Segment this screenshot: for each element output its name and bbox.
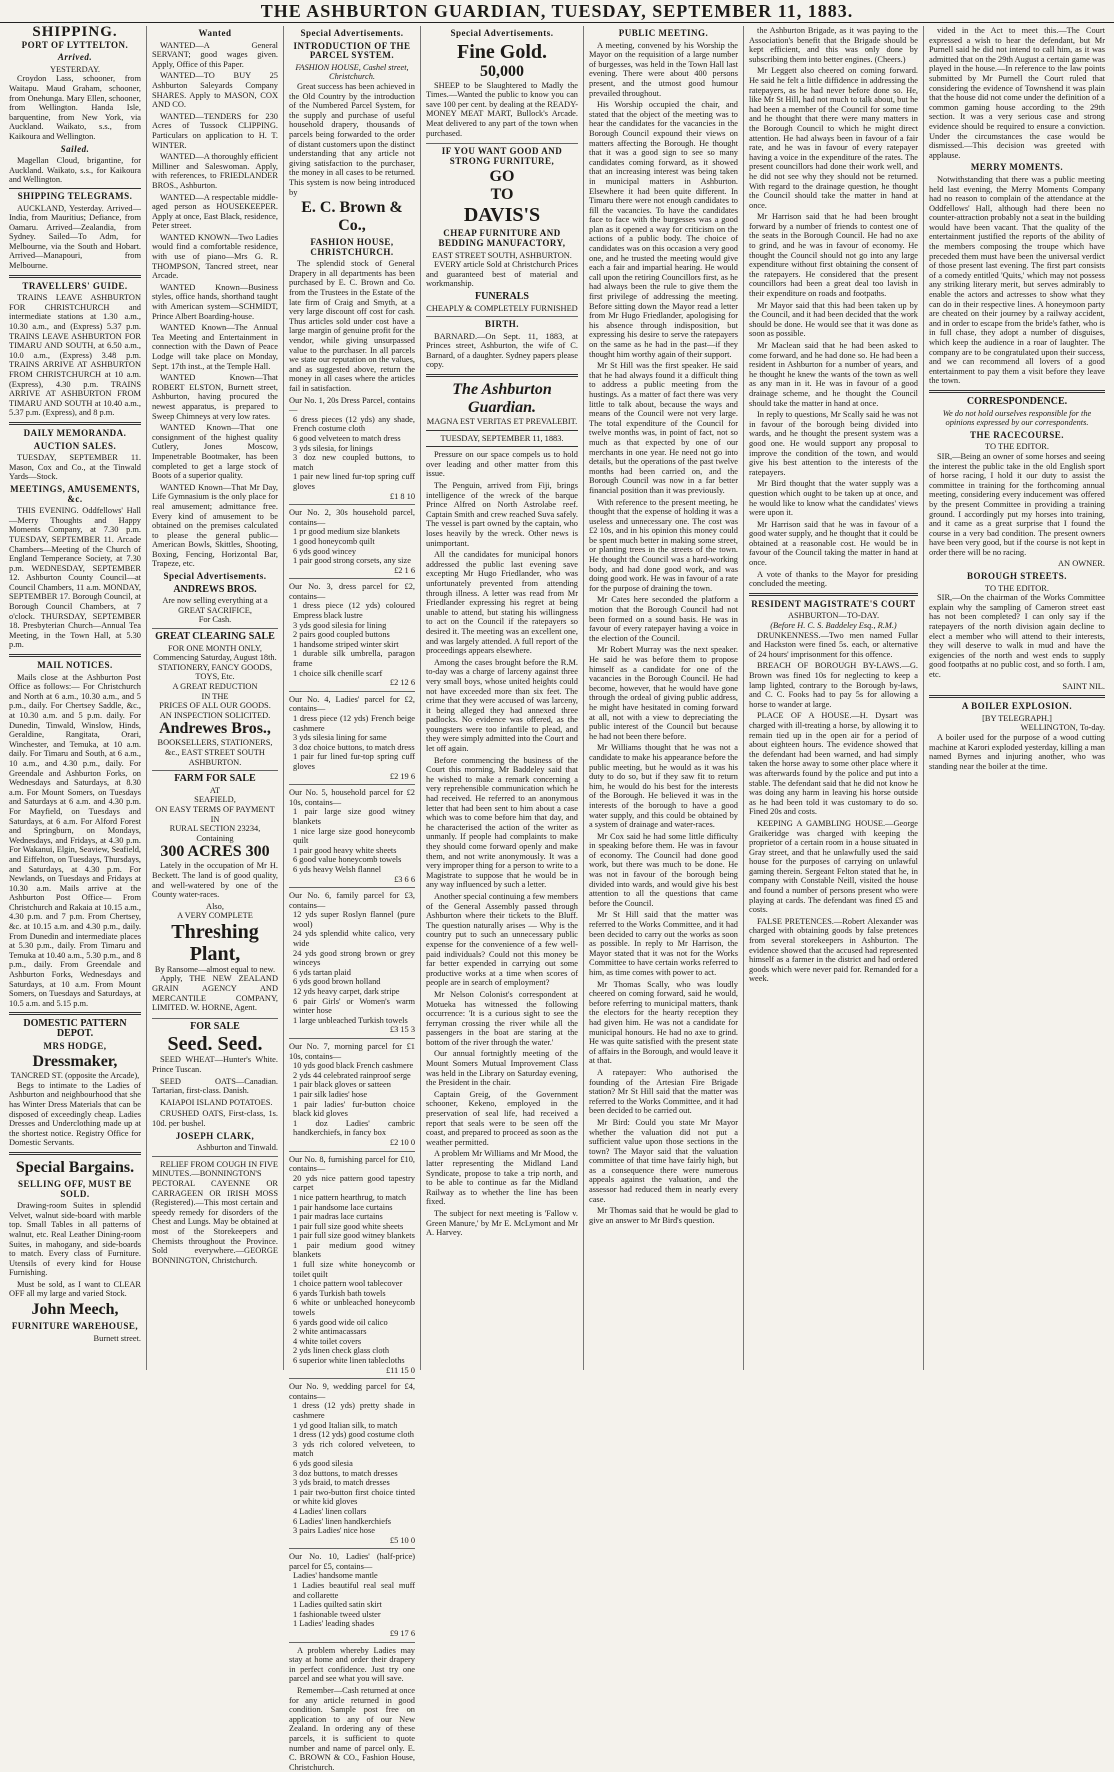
parcel-item: 1 durable silk umbrella, paragon frame: [293, 649, 415, 669]
meetings-heading: MEETINGS, AMUSEMENTS, &c.: [10, 483, 140, 504]
birth-heading: BIRTH.: [485, 319, 519, 330]
parcel-item: 1 large unbleached Turkish towels: [293, 1015, 408, 1025]
parcel-item: 1 pair large size good witney blankets: [293, 807, 415, 826]
clearing-line: IN THE: [201, 691, 229, 701]
parcel-item: 6 yards Turkish bath towels: [293, 1288, 386, 1298]
clearing-line: FOR ONE MONTH ONLY,: [168, 643, 262, 653]
report-paragraph: Mr Williams thought that he was not a candidate to make his appearance before the public meeting, but he would as it was his duty to do so, but if they saw fit to return him, he would do his best for the interests of the Borough. He believed it was in the interests of the borough to have a good water supply, and this could be obtained by a system of drainage and water-races.: [589, 743, 738, 830]
parcel-item: 3 pairs Ladies' nice hose: [293, 1526, 375, 1536]
brown-text: The splendid stock of General Drapery in all departments has been purchased by E. C. Brown and Co. from the Trustees in the Estate of the late firm of Craig and Smyth, at a very large discount off cost for cash. Thus articles sold under cost have a large margin of genuine profit for the vendor, while giving unsurpassed value to the purchaser. In all parcels we state our reputation on the values, and as suggested above, return the money in all cases where the articles fail in satisfaction.: [289, 259, 415, 393]
editorial-paragraph: Pressure on our space compels us to hold over leading and other matter from this issue.: [426, 450, 578, 479]
parcel-item: 1 pr good medium size blankets: [293, 527, 400, 537]
andrewes-name: Andrewes Bros.,: [159, 720, 271, 738]
parcel-item: 1 doz Ladies' cambric handkerchiefs, in fancy box: [293, 1118, 415, 1138]
meech-address: Burnett street.: [93, 1333, 141, 1343]
dateline: TUESDAY, SEPTEMBER 11, 1883.: [440, 433, 564, 443]
bargains-text: Drawing-room Suites in splendid Velvet, walnut side-board with marble top. Small Tables in all patterns of walnut, etc. Real Leather Dining-room Suites, in mahogany, and side-boards to match. Every class of Furniture. Utensils of every kind for House Furnishing.: [9, 1201, 141, 1278]
gold-number: 50,000: [480, 62, 524, 80]
report-paragraph: Mr Harrison said that he had been brought forward by a number of friends to contest one of the seats in the Borough Council. He had no axe to grind, and he was in favour of economy. He thought the Council should not go into any large expenditure without first obtaining the consent of the ratepayers. He considered that the present councillors had been a great deal too lavish in their expenditure on roads and footpaths.: [749, 212, 918, 299]
parcel-title: Our No. 9, wedding parcel for £4, contains—: [289, 1382, 415, 1401]
gold-text: SHEEP to be Slaughtered to Madly the Times.—Wanted the public to know you can save 100 per cent. by dealing at the READY-MONEY MEAT MART, Bullock's Arcade. Meat delivered to any part of the town when purchased.: [426, 80, 578, 138]
parcel-item: 1 pair full size good witney blankets: [293, 1231, 415, 1241]
letter1-text: SIR,—Being an owner of some horses and seeing the interest the public take in the old English sport of horse racing, I hold it our duty to assist the committee in training for the forthcoming annual meeting, considering every inducement was offered by the present Committee in providing a training ground. I accordingly put my horses into training, and it came as a great surprise that I found the course in a very bad condition. The present owners have been very good, but if the course is not kept in order there will be no racing.: [929, 451, 1105, 557]
parcel-offer: [289, 695, 415, 785]
parcel-offer: [289, 1155, 415, 1380]
court-paragraph: vided in the Act to meet this.—The Court expressed a wish to hear the defendant, but Mr Purnell said he did not intend to call him, as it was admitted that on the 29th August a certain game was played in the house.—In reference to the law points submitted by Mr Purnell the Court ruled that considering the evidence of Townshend it was plain that the house did not come under the definition of a common gaming house according to the 29th section. It was a very serious case and strong evidence should be required to ensure a conviction. Under the circumstances the case would be dismissed.—This decision was greeted with applause.: [929, 26, 1105, 160]
parcel-title: Our No. 5, household parcel for £2 10s, contains—: [289, 788, 415, 807]
correspondence-note: We do not hold ourselves responsible for the opinions expressed by our correspondents.: [942, 408, 1092, 428]
telegrams-heading: SHIPPING TELEGRAMS.: [17, 190, 133, 201]
parcel-text: Great success has been achieved in the Old Country by the introduction of the Numbered Parcel System, for the supply and purchase of useful household drapery, thousands of parcels being forwarded to the order of distant customers upon the distinct understanding that any article not giving satisfaction to the purchaser, the money in all cases to be returned. This system is now being introduced by: [289, 81, 415, 197]
editorial-paragraph: Captain Greig, of the Government schooner, Kekeno, employed in the preservation of seal life, had received a report that seals were to be seen off the coast, and prepared to proceed as soon as the weather permitted.: [426, 1089, 578, 1147]
report-paragraph: Mr Thomas Scally, who was loudly cheered on coming forward, said he would, before referring to municipal matters, thank the electors for the hearty reception they had given him. He was not a candidate for municipal honours. He had no axe to grind. He was quite satisfied with the present state of affairs in the Borough, and would leave it at that.: [589, 979, 738, 1066]
rm-court-report: [749, 631, 918, 984]
wanted-heading: Wanted: [198, 28, 232, 38]
parcel-title: Our No. 1, 20s Dress Parcel, contains—: [289, 395, 415, 415]
parcel-item: 1 pair silk ladies' hose: [293, 1089, 368, 1099]
clearing-line: PRICES OF ALL OUR GOODS.: [159, 701, 271, 711]
wanted-item: WANTED—A General SERVANT; good wages given. Apply, Office of this Paper.: [152, 40, 278, 69]
andrews-ad: [152, 585, 278, 629]
travellers-text: TRAINS LEAVE ASHBURTON FOR CHRISTCHURCH and intermediate stations at 1.30 a.m., 10.30 a.m., and (Express) 5.37 p.m. TRAINS LEAVE ASHBURTON FOR TIMARU AND SOUTH, at 6.50 a.m., 10.0 a.m., (Express) 3.48 p.m. TRAINS ARRIVE AT ASHBURTON FROM CHRISTCHURCH at 10 a.m. (Express), 4.30 p.m. TRAINS ARRIVE AT ASHBURTON FROM TIMARU AND SOUTH at 10.40 a.m., 5.37 p.m. (Express), and 8 p.m.: [9, 293, 141, 418]
report-paragraph: Mr St Hill was the first speaker. He said that he had always found it a difficult thing to address a public meeting from the hustings. As a matter of fact there was very little to talk about, because the ways and means of the Council were not very large. The total expenditure of the Council for twelve months was, in point of fact, not so much as that expected by one of our merchants in one year. He need not go into details, but the operations of the past twelve months had been carried on, and the Borough Council was now in a far better financial position than it was previously.: [589, 361, 738, 495]
parcel-offer: [289, 788, 415, 888]
seed-line: SEED OATS—Canadian. Tartarian, first-class. Danish.: [152, 1076, 278, 1096]
parcel-title: Our No. 2, 30s household parcel, contains—: [289, 508, 415, 527]
clearing-ad: [152, 632, 278, 771]
wanted-item: WANTED—TENDERS for 230 Acres of Tussock CLIPPING. Particulars on application to H. T. WINTER.: [152, 111, 278, 150]
report-paragraph: In reply to questions, Mr Scally said he was not in favour of the borough being divided into wards, and he thought the present system was a good one. He would support any proposal to improve the condition of the town, and would give his best attention to the interests of the ratepayers.: [749, 410, 918, 477]
parcel-item: 1 pair medium good witney blankets: [293, 1240, 415, 1260]
parcel-title: Our No. 10, Ladies' (half-price) parcel for £5, contains—: [289, 1552, 415, 1571]
parcel-item: 20 yds nice pattern good tapestry carpet: [293, 1173, 415, 1193]
andrews-line: Are now selling everything at a: [162, 596, 268, 606]
parcel-total: £11 15 0: [385, 1365, 415, 1375]
problem-text: A problem whereby Ladies may stay at home and order their drapery in perfect confidence. Just try one parcel and see what you will save.: [289, 1645, 415, 1684]
andrewes-address: BOOKSELLERS, STATIONERS, &c., EAST STREET SOUTH ASHBURTON.: [157, 738, 273, 767]
memoranda-heading: DAILY MEMORANDA.: [23, 427, 127, 438]
wanted-item: WANTED—A thoroughly efficient Milliner and Saleswoman. Apply, with references, to FRIEDLANDER BROS., Ashburton.: [152, 152, 278, 190]
parcel-item: 3 doz new coupled buttons, to match: [293, 453, 415, 472]
parcel-item: 1 pair ladies' fur-button choice black kid gloves: [293, 1099, 415, 1119]
farm-line: AT: [209, 785, 221, 795]
andrews-line: For Cash.: [198, 615, 232, 625]
clearing-lines: [152, 644, 278, 721]
letter1-to: TO THE EDITOR.: [985, 442, 1049, 452]
motto: MAGNA EST VERITAS ET PREVALEBIT.: [426, 417, 578, 427]
port-heading: PORT OF LYTTELTON.: [21, 39, 129, 50]
gold-heading: Fine Gold.: [456, 40, 547, 63]
parcel-item: 1 pair madras lace curtains: [293, 1212, 383, 1222]
letter2-to: TO THE EDITOR.: [985, 583, 1049, 593]
report-paragraph: Mr Bird: Could you state Mr Mayor whether the valuation did not put a sufficient value upon those sections in the town? The Mayor said that the valuation committee of that time have fairly high, but as a consequence there were numerous appeals against the valuation, and the assessor had reduced them in nearly every case.: [589, 1117, 738, 1204]
brown-subheading: FASHION HOUSE, CHRISTCHURCH.: [310, 237, 394, 257]
parcel-item: 1 Ladies beautiful real seal muff and collarette: [293, 1581, 415, 1600]
report-paragraph: Mr Robert Murray was the next speaker. He said he was before them to propose himself as a candidate for one of the vacancies in the Borough Council. He had become, however, that he would have gone through the ordeal of giving public address, he might have hesitated in coming forward at all, not with a view to depreciating the public interest of the Council but because he had not been there before.: [589, 645, 738, 741]
parcel-title: Our No. 6, family parcel for £3, contains—: [289, 891, 415, 910]
arrived-heading: Arrived.: [57, 52, 93, 63]
clearing-heading: GREAT CLEARING SALE: [155, 631, 275, 643]
report-paragraph: Mr Maclean said that he had been asked to come forward, and he had done so. He had been a resident in Ashburton for a number of years, and he thought he knew the wants of the town as well as any man in it. He was in favour of a good drainage scheme, and he thought the Council should take the matter in hand at once.: [749, 341, 918, 408]
andrews-heading: ANDREWS BROS.: [173, 583, 257, 595]
threshing-lines: [152, 911, 278, 921]
parcel-item: 6 Ladies' linen handkerchiefs: [293, 1516, 392, 1526]
farm-line: RURAL SECTION 23234,: [169, 824, 261, 834]
parcel-item: 6 dress pieces (12 yds) any shade, French costume cloth: [293, 414, 415, 434]
parcel-item: 6 white or unbleached honeycomb towels: [293, 1298, 415, 1318]
editorial-paragraph: Our annual fortnightly meeting of the Mount Somers Mutual Improvement Class was held in the Library on Saturday evening, the President in the chair.: [426, 1049, 578, 1088]
funerals-sub: CHEAPLY & COMPLETELY FURNISHED: [426, 303, 578, 313]
parcel-title: Our No. 3, dress parcel for £2, contains—: [289, 582, 415, 601]
parcel-offer: [289, 582, 415, 692]
clark-name: JOSEPH CLARK,: [175, 1130, 255, 1141]
column-6: [744, 26, 924, 1370]
travellers-heading: TRAVELLERS' GUIDE.: [22, 280, 128, 291]
merry-report: [929, 175, 1105, 386]
report-paragraph: Mr Mayor said that this had been taken up by the Council, and it had been decided that the work should be done. He would see that it was done as soon as possible.: [749, 300, 918, 339]
parcel-item: 1 nice pattern hearthrug, to match: [293, 1192, 407, 1202]
parcel-item: 4 Ladies' linen collars: [293, 1506, 367, 1516]
wanted-item: WANTED Known—That Mr Day, Life Gymnasium is the only place for real amusement; admittance free. Every kind of amusement to be obtained on the premises calculated to please the general public—American Bowls, Skittles, Shooting, Boxing, Fencing, Horizontal Bar, Trapeze, etc.: [152, 482, 278, 569]
parcel-item: 6 pair Girls' or Women's warm winter hose: [293, 996, 415, 1016]
column-2: [147, 26, 284, 1370]
parcel-item: 2 yds 44 celebrated rainproof serge: [293, 1070, 411, 1080]
davis-heading: DAVIS'S: [463, 204, 541, 227]
letter1-heading: THE RACECOURSE.: [969, 429, 1064, 440]
rm-court-before: (Before H. C. S. Baddeley Esq., R.M.): [770, 621, 897, 631]
parcel-item: 3 yds good silesia for lining: [293, 620, 387, 630]
correspondence-heading: CORRESPONDENCE.: [966, 395, 1068, 407]
andrews-line: GREAT SACRIFICE,: [178, 605, 252, 615]
report-paragraph: With reference to the present meeting, he thought that the expense of holding it was a useless and unnecessary one. The cost was £2 10s, and in his opinion this money could be spent much better in making some street, or planting trees in the streets of the town. He thought the Council was a hard-working body, and had done good work, and was doing good work. He was in favour of a rate for the purpose of draining the town.: [589, 497, 738, 593]
parcel-item: 6 yds good silesia: [293, 1458, 353, 1468]
funerals-heading: FUNERALS: [475, 290, 529, 302]
gold-ad: [426, 41, 578, 145]
paper-title: The Ashburton Guardian.: [452, 381, 552, 417]
sailed-heading: Sailed.: [60, 143, 90, 154]
remember-text: Remember—Cash returned at once for any article returned in good condition. Sample post free on application to any of our New Zealand. In ordering any of these parcels, it is sufficient to quote number and name of parcel only. E. C. BROWN & CO., Fashion House, Christchurch.: [289, 1686, 415, 1772]
parcel-subheading: FASHION HOUSE, Cashel street, Christchurch.: [295, 62, 409, 82]
davis-text: EVERY article Sold at Christchurch Prices and guaranteed best of material and workmanship.: [426, 260, 578, 289]
boiler-heading: A BOILER EXPLOSION.: [961, 701, 1073, 712]
court-case: FALSE PRETENCES.—Robert Alexander was charged with obtaining goods by false pretences from several storekeepers in Ashburton. The evidence showed that the accused had represented himself as a farmer in the district and had ordered goods which were never paid for. Remanded for a week.: [749, 916, 918, 984]
threshing-heading: Threshing Plant,: [171, 920, 259, 965]
report-paragraph: Mr Cates here seconded the platform a motion that the Borough Council had not been formed on a sound basis. He was in favour of every ratepayer having a voice in the election of the Council.: [589, 595, 738, 643]
parcel-offer: [289, 1382, 415, 1549]
parcel-heading: INTRODUCTION OF THE PARCEL SYSTEM.: [293, 40, 411, 61]
column-4: [421, 26, 584, 1370]
parcel-item: 1 dress (12 yds) good costume cloth: [293, 1430, 414, 1440]
wanted-item: WANTED—A respectable middle-aged person as HOUSEKEEPER. Apply at once, East Black, residence, Peter street.: [152, 192, 278, 231]
column-5: [584, 26, 744, 1370]
parcel-item: 1 pair black gloves or satteen: [293, 1080, 391, 1090]
telegrams-text: AUCKLAND, Yesterday. Arrived—India, from Mauritius; Defiance, from Oamaru. Arrived—Zealandia, from Sydney. Sailed—To Adm, for Melbourne, via the South and Hobart. Arrived—Manapouri, from Melbourne.: [9, 203, 141, 271]
sailings-text: Magellan Cloud, brigantine, for Auckland. Waikato, s.s., for Kaikoura and Wellington.: [9, 156, 141, 185]
pattern-heading: DOMESTIC PATTERN DEPOT.: [23, 1018, 127, 1039]
pattern-text: Begs to intimate to the Ladies of Ashburton and neighbourhood that she has Winter Dress Materials that can be disposed of exceedingly cheap. Ladies Dresses and Underclothing made up at the shortest notice. Registry Office for Domestic Servants.: [9, 1080, 141, 1148]
special-heading-3: Special Advertisements.: [300, 28, 404, 38]
bargains-clear: Must be sold, as I want to CLEAR OFF all my large and varied Stock.: [9, 1279, 141, 1299]
farm-line: IN: [210, 814, 220, 824]
parcel-item: 10 yds good black French cashmere: [293, 1061, 414, 1071]
parcel-item: 1 Ladies' leading shades: [293, 1619, 375, 1629]
seed-lines: [152, 1055, 278, 1128]
parcel-item: 6 good velveteen to match dress: [293, 433, 401, 443]
parcel-title: Our No. 7, morning parcel for £1 10s, contains—: [289, 1042, 415, 1061]
meetings-text: THIS EVENING. Oddfellows' Hall—Merry Thoughts and Happy Moments Company, at 7.30 p.m. TUESDAY, SEPTEMBER 11. Arcade Chambers—Meeting of the Church of England Temperance Society, at 7.30 p.m. WEDNESDAY, SEPTEMBER 12. Ashburton County Council—at Council Chambers, 11 a.m. MONDAY, SEPTEMBER 17. Borough Council, at Borough Council Chambers, at 7 o'clock. THURSDAY, SEPTEMBER 18. Presbyterian Church—Annual Tea Meeting, in the Town Hall, at 5.30 p.m.: [9, 506, 141, 650]
report-paragraph: Mr Harrison said that he was in favour of a good water supply, and he thought that it could be obtained at a reasonable cost. He would be in favour of the Council taking the matter in hand at once.: [749, 519, 918, 568]
report-paragraph: Mr Leggett also cheered on coming forward. He said he felt a little diffidence in addressing the ratepayers, as he had never before done so. He, like Mr St Hill, had not much to talk about, but he had been a member of the Council for some time and he thought that there were many matters in the Borough Council to which he might direct attention. He had always been in favour of a fair rate, and he was in favour of every ratepayer having a voice in the expenditure of the rates. The present councillors had done their work well, and he did not see why they should not be returned. With regard to the drainage question, he thought the Council should take the matter in hand at once.: [749, 66, 918, 210]
pattern-address: TANCRED ST. (opposite the Arcade),: [10, 1071, 140, 1081]
editorial-paragraph: Among the cases brought before the R.M. to-day was a charge of larceny against three very small boys, whose united heights could not have exceeded more than six feet. The crime that they were accused of was larceny, it being alleged they had annexed three padlocks. No evidence was offered, as the youngsters were too infantile to plead, and they were simply admitted into the Court and let off again.: [426, 657, 578, 754]
parcel-item: 6 yds heavy Welsh flannel: [293, 864, 382, 874]
threshing-line: A VERY COMPLETE: [177, 911, 253, 921]
public-meeting-heading: PUBLIC MEETING.: [618, 28, 709, 38]
parcel-total: £2 1 6: [394, 565, 415, 575]
furniture-intro: IF YOU WANT GOOD AND STRONG FURNITURE,: [441, 146, 563, 166]
letter2-sign: SAINT NIL.: [1062, 681, 1105, 691]
special-heading: Special Advertisements.: [163, 571, 267, 582]
parcel-list: [289, 396, 415, 1643]
rm-court-heading: RESIDENT MAGISTRATE'S COURT: [751, 598, 916, 609]
clearing-line: Commencing Saturday, August 18th.: [153, 653, 277, 663]
report-paragraph: the Ashburton Brigade, as it was paying to the Association's benefit that the Brigade should be kept efficient, and this was only done by subscribing them into better engines. (Cheers.): [749, 26, 918, 64]
report-paragraph: A vote of thanks to the Mayor for presiding concluded the meeting.: [749, 569, 918, 589]
relief-text: RELIEF FROM COUGH IN FIVE MINUTES.—BONNINGTON'S PECTORAL CAYENNE OR CARRAGEEN OR IRISH MOSS (Registered).—This most certain and speedy remedy for disorders of the Chest and Lungs. May be obtained at most of the Storekeepers and Chemists throughout the Province. Sold everywhere.—GEORGE BONNINGTON, Christchurch.: [152, 1159, 278, 1265]
special-heading-4: Special Advertisements.: [450, 28, 554, 38]
editorial-paragraph: Mr Nelson Colonist's correspondent at Motueka has witnessed the following occurrence: 'It is a curious sight to see the ferryman crossing the river while all the passengers in the boat are staring at the bottom of the river through the water.': [426, 989, 578, 1047]
parcel-total: £2 10 0: [389, 1137, 415, 1147]
parcel-item: 1 pair two-button first choice tinted or white kid gloves: [293, 1487, 415, 1507]
davis-address: EAST STREET SOUTH, ASHBURTON.: [432, 250, 572, 260]
merry-heading: MERRY MOMENTS.: [970, 162, 1064, 173]
parcel-item: 2 white antimacassars: [293, 1327, 367, 1337]
parcel-item: 1 pair good heavy white sheets: [293, 845, 397, 855]
auction-text: TUESDAY, SEPTEMBER 11. Mason, Cox and Co., at the Tinwald Yards—Stock.: [9, 453, 141, 482]
boiler-place: WELLINGTON, To-day.: [1020, 723, 1105, 733]
parcel-item: 1 good honeycomb quilt: [293, 536, 375, 546]
parcel-item: 6 superior white linen tablecloths: [293, 1356, 405, 1365]
column-1: [4, 26, 147, 1370]
parcel-offer: [289, 396, 415, 506]
davis-subheading: CHEAP FURNITURE AND BEDDING MANUFACTORY,: [438, 228, 566, 248]
davis-ad: [426, 147, 578, 317]
parcel-item: 1 dress piece (12 yds) French beige cashmere: [293, 714, 415, 733]
parcel-item: 4 white toilet covers: [293, 1336, 362, 1346]
parcel-total: £2 12 6: [389, 678, 415, 688]
pattern-trade: Dressmaker,: [32, 1053, 118, 1071]
andrews-lines: [152, 596, 278, 625]
public-meeting-report: [589, 41, 738, 1226]
parcel-offer: [289, 508, 415, 579]
clearing-line: A GREAT REDUCTION: [172, 682, 258, 691]
yesterday-label: YESTERDAY.: [49, 64, 101, 74]
report-paragraph: Mr Cox said he had some little difficulty in speaking before them. He was in favour of economy. The Council had done good work, but there was much to be done. He was not in favour of the borough being divided into wards, and would give his best attention to all the questions that came before the Council.: [589, 831, 738, 908]
parcel-item: 1 yd good Italian silk, to match: [293, 1420, 398, 1430]
parcel-item: 1 choice silk chenille scarf: [293, 668, 383, 678]
column-7: [924, 26, 1110, 1370]
parcel-item: 1 dress piece (12 yds) coloured Empress black lustre: [293, 601, 415, 621]
threshing-also: Also,: [206, 901, 224, 911]
parcel-item: 3 doz choice buttons, to match dress: [293, 742, 415, 752]
editorial: [426, 450, 578, 1238]
to-word: TO: [490, 186, 514, 204]
editorial-paragraph: The subject for next meeting is 'Fallow v. Green Manure,' by Mr E. McLymont and Mr A. Harvey.: [426, 1208, 578, 1238]
merry-paragraph: Notwithstanding that there was a public meeting held last evening, the Merry Moments Company had no reason to complain of the attendance at the Oddfellows' Hall, although had there been no counter-attraction probably not a seat in the building would have been vacant. That the quality of the entertainment justified the reports of the ability of the members composing the troupe which have preceded them must have been the universal verdict of those present last evening. The first part consists of a comedy entitled 'Quits,' which may not possess any striking literary merit, but serves admirably to enable the actors and actresses to show what they can do in their respective lines. A honeymoon party are cheated on their journey by a railway accident, and in order to escape from the bride's father, who is in full chase, they adopt a number of disguises, which keep the audience in a roar of laughter. The company are to be congratulated upon their success, and we can recommend all lovers of a good entertainment to pay them a visit before they leave the town.: [929, 174, 1105, 386]
farm-ad: [152, 774, 278, 1019]
parcel-item: 1 pair full size good white sheets: [293, 1221, 404, 1231]
parcel-item: 2 yds linen check glass cloth: [293, 1346, 390, 1356]
seed-heading: Seed. Seed.: [167, 1033, 263, 1056]
parcel-offer: [289, 1042, 415, 1152]
seed-line: SEED WHEAT—Hunter's White. Prince Tuscan.: [152, 1055, 278, 1075]
wanted-list: [152, 41, 278, 569]
parcel-item: 1 nice large size good honeycomb quilt: [293, 826, 415, 846]
parcel-item: 1 fashionable tweed ulster: [293, 1609, 381, 1619]
boiler-tag: [BY TELEGRAPH.]: [982, 713, 1052, 723]
bargains-subheading: SELLING OFF, MUST BE SOLD.: [17, 1178, 133, 1199]
parcel-item: 6 yds good brown holland: [293, 977, 381, 987]
wanted-item: WANTED—TO BUY 25 Ashburton Saleyards Company SHARES. Apply to MASON, COX AND CO.: [152, 71, 278, 110]
report-paragraph: Mr Bird thought that the water supply was a question which ought to be taken up at once, and he would like to know what the candidates' views were upon it.: [749, 479, 918, 518]
parcel-item: 24 yds splendid white calico, very wide: [293, 929, 415, 949]
parcel-total: £2 19 6: [389, 771, 415, 781]
farm-acres: 300 ACRES 300: [160, 843, 270, 861]
editorial-paragraph: Before commencing the business of the Court this morning, Mr Baddeley said that he wished to make a remark concerning a very reprehensible communication which he had received. He referred to an anonymous letter that had been sent to him about a case which was to come before him that day, and he characterised the action of the writer as unmanly. If people had complaints to make they should come forward openly and make them, and not write anonymously. It was a very improper thing for a person to write to a Magistrate to suppose that he would be in any way influenced by such a letter.: [426, 755, 578, 890]
pattern-name: MRS HODGE,: [43, 1040, 107, 1051]
threshing-apply: Apply, THE NEW ZEALAND GRAIN AGENCY AND MERCANTILE COMPANY, LIMITED. W. HORNE, Agent.: [152, 974, 278, 1013]
letter2-text: SIR,—On the chairman of the Works Committee explain why the sampling of Cameron street east has not been completed? I can only say if the ratepayers of the north division again decline to elect a member who will attend to their interests, they will deserve to walk in mud and have the exigencies of the north and west ends to supply good footpaths at no public cost, and so forth. I am, etc.: [929, 593, 1105, 679]
seed-ad: [152, 1022, 278, 1157]
parcel-item: 1 pair new lined fur-top spring cuff gloves: [293, 472, 415, 491]
parcel-item: 6 yds good wincey: [293, 546, 357, 556]
wanted-item: WANTED KNOWN—Two Ladies would find a comfortable residence, with use of piano—Mrs G. R. THOMPSON, Tancred street, near Arcade.: [152, 232, 278, 281]
shipping-heading: SHIPPING.: [32, 24, 118, 40]
wanted-item: WANTED Known—That ROBERT ELSTON, Burnett street, Ashburton, having procured the newest apparatus, is prepared to Sweep Chimneys at very low rates.: [152, 373, 278, 421]
farm-line: Containing: [196, 833, 234, 843]
clearing-line: AN INSPECTION SOLICITED.: [159, 710, 271, 720]
arrivals-text: Croydon Lass, schooner, from Waitapu. Maud Graham, schooner, from Onehunga. Mary Ellen, schooner, from Wellington. Handa Isle, barquentine, from New York, via Auckland. Waikato, s.s., from Kaikoura and Wellington.: [9, 74, 141, 141]
farm-line: ON EASY TERMS OF PAYMENT: [155, 804, 275, 814]
letter1-sign: AN OWNER.: [1058, 559, 1105, 569]
court-case: DRUNKENNESS.—Two men named Fullar and Hackston were fined 5s. each, or alternative of 24 hours' imprisonment for this offence.: [749, 630, 918, 659]
meech-name: John Meech,: [31, 1301, 119, 1319]
parcel-item: 24 yds good strong brown or grey winceys: [293, 948, 415, 968]
parcel-item: Ladies' handsome mantle: [293, 1571, 378, 1581]
clearing-line: STATIONERY, FANCY GOODS, TOYS, Etc.: [157, 662, 273, 682]
mail-text: Mails close at the Ashburton Post Office as follows:— For Christchurch and North at 6 a.m., 10.30 a.m., and 5 p.m., daily. For Chertsey Saddle, &c., at 10.30 a.m. and 5 p.m. daily. For Dunedin, Tinwald, Winslow, Hinds, Geraldine, Rangitata, Orari, Winchester, and Temuka, at 10 a.m. daily. For Timaru and South, at 6 a.m., 10 a.m., and 4.30 p.m., daily. For Greendale and Ashburton Forks, on Wednesdays and Saturdays, at 8.30 a.m. For Mount Somers, on Tuesdays and Saturdays at 6 a.m. and 4.30 p.m. For Mayfield, on Tuesdays and Saturdays, at 6 a.m. For Alford Forest and Springburn, on Mondays, Wednesdays, and Fridays, at 4.30 p.m. For Wakanui, Elgin, Seaview, Seafield, and Eiffelton, on Tuesdays, Thursdays, and Saturdays, at 4.30 p.m. For Newlands, on Tuesdays and Fridays at 10.30 a.m. Mails arrive at the Ashburton Post Office— From Christchurch and Rakaia at 10.15 a.m., 4.30 p.m. and 7 p.m. From Chertsey, &c. at 10.15 a.m. and 4.30 p.m., daily. From Dunedin and intermediate places at 5.30 p.m., daily. From Timaru and Temuka at 10.40 a.m., 5.30 p.m., and 8 p.m., daily. From Greendale and Ashburton Forks, Wednesdays and Saturdays, at 10 a.m. From Mount Somers, on Tuesdays and Saturdays, at 10.5 a.m. and 5.15 p.m.: [9, 672, 141, 1008]
farm-text: Lately in the occupation of Mr H. Beckett. The land is of good quality, and well-watered by one of the County water-races.: [152, 861, 278, 900]
wanted-item: WANTED Known—The Annual Tea Meeting and Entertainment in connection with the Dawn of Peace Lodge will take place on Monday, Sept. 17th inst., at the Temple Hall.: [152, 323, 278, 371]
rm-court-place: ASHBURTON—TO-DAY.: [787, 611, 880, 621]
farm-heading: FARM FOR SALE: [174, 773, 256, 785]
bargains-heading: Special Bargains.: [15, 1158, 135, 1176]
seed-line: KAIAPOI ISLAND POTATOES.: [160, 1097, 273, 1107]
parcel-item: 6 yds tartan plaid: [293, 967, 351, 977]
parcel-item: 1 dress (12 yds) pretty shade in cashmere: [293, 1401, 415, 1420]
farm-lines: [152, 786, 278, 844]
parcel-total: £1 8 10: [389, 491, 415, 501]
parcel-item: 3 yds silesia lining for same: [293, 733, 387, 743]
letter2-heading: BOROUGH STREETS.: [966, 571, 1068, 582]
editorial-paragraph: All the candidates for municipal honors addressed the public last evening save excepting Mr Hugo Friedlander, who was unfortunately prevented from attending through illness. A letter was read from Mr Friedlander expressing his regret at being unable to attend, but stating his willingness to act on the Council if the ratepayers so desired it. The meeting was an excellent one, and was largely attended. A full report of the proceedings appears elsewhere.: [426, 550, 578, 656]
parcel-item: 1 choice pattern wool tablecover: [293, 1279, 403, 1289]
parcel-item: 1 Ladies quilted satin skirt: [293, 1600, 382, 1610]
editorial-paragraph: The Penguin, arrived from Fiji, brings intelligence of the wreck of the barque Prince Alfred on North Astrolabe reef. Captain Smith and crew reached Suva safely. The vessel is part owned by the captain, who loses heavily by the wreck. Other news is unimportant.: [426, 481, 578, 548]
parcel-item: 3 yds silesia, for linings: [293, 443, 373, 453]
masthead: THE ASHBURTON GUARDIAN, TUESDAY, SEPTEMBER 11, 1883.: [0, 0, 1114, 23]
parcel-item: 3 doz buttons, to match dresses: [293, 1468, 398, 1478]
birth-text: BARNARD.—On Sept. 11, 1883, at Princes street, Ashburton, the wife of C. Barnard, of a daughter. Sydney papers please copy.: [426, 331, 578, 370]
go-word: GO: [489, 168, 515, 186]
wanted-item: WANTED Known—That one consignment of the highest quality Cutlery, Jones Moscow, Impenetrable Bootmaker, has been completed to get a large stock of Boots of a superior quality.: [152, 423, 278, 481]
columns: [4, 24, 1110, 1772]
parcel-item: 6 yards good wide oil calico: [293, 1317, 388, 1327]
parcel-item: 3 yds rich colored velveteen, to match: [293, 1439, 415, 1459]
parcel-item: 1 full size white honeycomb or toilet quilt: [293, 1260, 415, 1279]
parcel-item: 12 yds super Roslyn flannel (pure wool): [293, 910, 415, 929]
parcel-offer: [289, 891, 415, 1039]
mail-heading: MAIL NOTICES.: [37, 660, 113, 671]
parcel-item: 2 pairs good coupled buttons: [293, 630, 390, 640]
meeting-report-continued: [749, 26, 918, 589]
report-paragraph: A meeting, convened by his Worship the Mayor on the requisition of a large number of burgesses, was held in the Town Hall last evening. There were about 400 persons present, and the utmost good humour prevailed throughout.: [589, 40, 738, 98]
column-3: [284, 26, 421, 1772]
parcel-item: 1 pair good strong corsets, any size: [293, 556, 411, 566]
court-continued: [929, 26, 1105, 160]
editorial-paragraph: A problem Mr Williams and Mr Mood, the latter representing the Midland Land Syndicate, propose to take a trip north, and to be able to continue as far the Midland Railway as to whether the line has been fixed.: [426, 1149, 578, 1207]
parcel-item: 6 good value honeycomb towels: [293, 855, 402, 865]
report-paragraph: His Worship occupied the chair, and stated that the object of the meeting was to hear the candidates for the vacancies in the Borough Council expound their views on matters affecting the Borough. He thought that it was a good sign to see so many candidates coming forward, as it showed that an increasing interest was being taken in municipal matters in Ashburton. Elsewhere it had been quite different. In Timaru there were not enough candidates to fill the vacancies. To have the candidates face to face with the burgesses was a good plan as it opened a way for criticism on the actions of a public body. The choice of candidates was on this occasion a very good one, and he trusted the meeting would give each a fair and impartial hearing. He would call upon the retiring Councillors first, as he had always been the rule to give them the first privilege of addressing the meeting. Before sitting down the Mayor read a letter from Mr Hugo Friedlander, apologising for his absence through indisposition, but expressing his desire to serve the ratepayers on the same as he had in the past—if they thought him worthy again of their support.: [589, 100, 738, 359]
parcel-item: 1 pair handsome lace curtains: [293, 1202, 393, 1212]
meech-trade: FURNITURE WAREHOUSE,: [11, 1321, 139, 1332]
threshing-by: By Ransome—almost equal to new.: [154, 964, 276, 974]
parcel-offer: [289, 1552, 415, 1642]
court-case: KEEPING A GAMBLING HOUSE.—George Graikeridge was charged with keeping the proprietor of a certain room in a house situated in Gray street, and that he unlawfully used the said house for the purposes of carrying on unlawful gaming therein. Sergeant Felton stated that he, in company with Constable Neill, visited the house and found a number of persons present who were playing at cards. The defendant was fined £5 and costs.: [749, 818, 918, 915]
editorial-paragraph: Another special continuing a few members of the General Assembly passed through Ashburton where their tickets to the Bluff. The question naturally arises — Why is the country put to such an unnecessary public expense for the convenience of a few well-paid individuals? Could not this money be far better expended in carrying out some productive works at a time when scores of people are in search of employment?: [426, 891, 578, 988]
court-case: PLACE OF A HOUSE.—H. Dysart was charged with ill-treating a horse, by allowing it to remain tied up in the open air for a period of about eighteen hours. The evidence showed that the defendant had been warned, and had simply taken the horse away to some other place where it was afterwards found by the police and put into a stable. The defendant said that he did not know he was doing any harm in leaving his horse outside as he had been told it was customary to do so. Fined 20s and costs.: [749, 711, 918, 817]
report-paragraph: Mr Thomas said that he would be glad to give an answer to Mr Bird's question.: [589, 1206, 738, 1225]
brown-heading: E. C. Brown & Co.,: [301, 199, 403, 235]
wanted-item: WANTED Known—Business styles, office hands, shorthand taught with American system—SCHMIDT, Prince Albert Boarding-house.: [152, 282, 278, 321]
court-case: BREACH OF BOROUGH BY-LAWS.—G. Brown was fined 10s for neglecting to keep a lamp lighted, contrary to the Borough by-laws, and C. C. Fooks had to pay 5s for allowing a horse to wander at large.: [749, 661, 918, 709]
seed-line: CRUSHED OATS, First-class, 1s. 10d. per bushel.: [152, 1109, 278, 1128]
auction-heading: AUCTION SALES.: [33, 440, 117, 451]
parcel-total: £9 17 6: [389, 1629, 415, 1639]
parcel-item: 12 yds heavy carpet, dark stripe: [293, 987, 400, 997]
parcel-title: Our No. 8, furnishing parcel for £10, contains—: [289, 1154, 415, 1174]
parcel-title: Our No. 4, Ladies' parcel for £2, contains—: [289, 694, 415, 714]
report-paragraph: A ratepayer: Who authorised the founding of the Artesian Fire Brigade station? Mr St Hill said that the matter was referred to the Works Committee, and it had been decided to be carried out.: [589, 1067, 738, 1116]
boiler-text: A boiler used for the purpose of a wood cutting machine at Karori exploded yesterday, killing a man named Byrnes and injuring another, who was standing near the boiler at the time.: [929, 732, 1105, 771]
farm-line: SEAFIELD,: [194, 795, 236, 805]
parcel-total: £3 6 6: [394, 874, 415, 884]
forsale-heading: FOR SALE: [190, 1020, 240, 1032]
parcel-total: £5 10 0: [389, 1535, 415, 1545]
parcel-item: 1 handsome striped winter skirt: [293, 639, 399, 649]
clark-address: Ashburton and Tinwald.: [196, 1143, 278, 1153]
parcel-item: 1 pair fur lined fur-top spring cuff gloves: [293, 752, 415, 771]
parcel-total: £3 15 3: [389, 1025, 415, 1035]
report-paragraph: Mr St Hill said that the matter was referred to the Works Committee, and it had been decided to carry out the works as soon as possible. In reply to Mr Harrison, the Mayor stated that it was not for the Works Committee to have certain works referred to him, as time comes with power to act.: [589, 910, 738, 977]
parcel-item: 3 yds braid, to match dresses: [293, 1478, 390, 1488]
